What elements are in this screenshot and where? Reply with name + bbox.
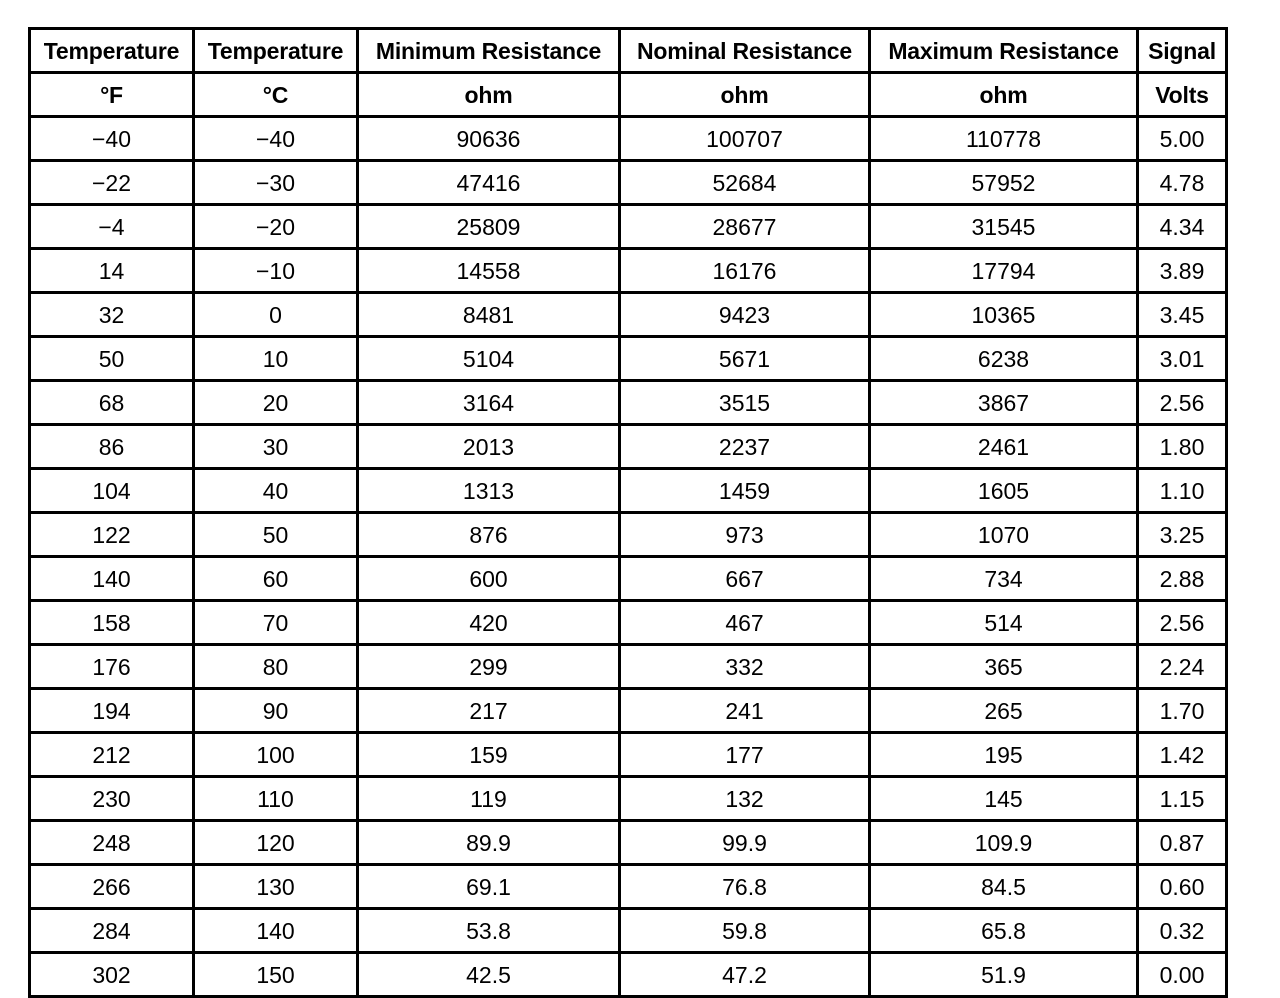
cell-temp-f: 14 [30,249,194,293]
units-row [30,73,1227,117]
table-row [30,513,1227,557]
table-row [30,645,1227,689]
cell-signal-volts: 3.25 [1138,513,1227,557]
cell-min-resistance: 14558 [358,249,620,293]
cell-temp-f: 266 [30,865,194,909]
cell-temp-f: 68 [30,381,194,425]
cell-signal-volts: 1.10 [1138,469,1227,513]
table-row [30,557,1227,601]
cell-temp-f: 302 [30,953,194,997]
cell-signal-volts: 0.32 [1138,909,1227,953]
cell-nominal-resistance: 16176 [620,249,870,293]
cell-signal-volts: 0.87 [1138,821,1227,865]
cell-temp-f: −40 [30,117,194,161]
header-nominal-resistance: Nominal Resistance [620,29,870,73]
cell-max-resistance: 84.5 [870,865,1138,909]
cell-max-resistance: 65.8 [870,909,1138,953]
cell-nominal-resistance: 5671 [620,337,870,381]
cell-temp-f: 104 [30,469,194,513]
cell-min-resistance: 25809 [358,205,620,249]
table-row [30,689,1227,733]
cell-temp-c: −10 [194,249,358,293]
cell-temp-f: 32 [30,293,194,337]
cell-min-resistance: 42.5 [358,953,620,997]
cell-max-resistance: 195 [870,733,1138,777]
cell-nominal-resistance: 76.8 [620,865,870,909]
unit-ohm-minimum: ohm [358,73,620,117]
cell-signal-volts: 0.60 [1138,865,1227,909]
cell-signal-volts: 3.45 [1138,293,1227,337]
cell-min-resistance: 119 [358,777,620,821]
cell-temp-c: −40 [194,117,358,161]
cell-max-resistance: 514 [870,601,1138,645]
table-row [30,601,1227,645]
header-temperature-c: Temperature [194,29,358,73]
cell-temp-c: 90 [194,689,358,733]
cell-temp-c: 80 [194,645,358,689]
cell-max-resistance: 1070 [870,513,1138,557]
table-row [30,733,1227,777]
cell-signal-volts: 3.89 [1138,249,1227,293]
cell-temp-f: 158 [30,601,194,645]
table-row [30,205,1227,249]
table-body [30,117,1227,997]
cell-min-resistance: 47416 [358,161,620,205]
cell-temp-c: 140 [194,909,358,953]
cell-max-resistance: 365 [870,645,1138,689]
cell-nominal-resistance: 2237 [620,425,870,469]
table-row [30,249,1227,293]
table-row [30,161,1227,205]
cell-nominal-resistance: 3515 [620,381,870,425]
table-row [30,865,1227,909]
cell-signal-volts: 2.24 [1138,645,1227,689]
unit-ohm-maximum: ohm [870,73,1138,117]
cell-max-resistance: 6238 [870,337,1138,381]
cell-temp-c: 50 [194,513,358,557]
cell-nominal-resistance: 667 [620,557,870,601]
cell-temp-f: 122 [30,513,194,557]
cell-signal-volts: 4.78 [1138,161,1227,205]
cell-temp-c: 120 [194,821,358,865]
cell-min-resistance: 89.9 [358,821,620,865]
cell-temp-c: 150 [194,953,358,997]
unit-fahrenheit: °F [30,73,194,117]
table-row [30,953,1227,997]
cell-temp-f: −4 [30,205,194,249]
cell-temp-c: 110 [194,777,358,821]
cell-max-resistance: 57952 [870,161,1138,205]
table-row [30,117,1227,161]
cell-temp-f: 176 [30,645,194,689]
cell-temp-c: 60 [194,557,358,601]
table-row [30,381,1227,425]
header-temperature-f: Temperature [30,29,194,73]
cell-nominal-resistance: 1459 [620,469,870,513]
cell-max-resistance: 109.9 [870,821,1138,865]
cell-signal-volts: 1.15 [1138,777,1227,821]
cell-nominal-resistance: 52684 [620,161,870,205]
cell-signal-volts: 1.70 [1138,689,1227,733]
unit-ohm-nominal: ohm [620,73,870,117]
cell-nominal-resistance: 47.2 [620,953,870,997]
cell-max-resistance: 1605 [870,469,1138,513]
table-row [30,337,1227,381]
cell-temp-f: 284 [30,909,194,953]
cell-min-resistance: 3164 [358,381,620,425]
cell-nominal-resistance: 973 [620,513,870,557]
table-row [30,821,1227,865]
cell-nominal-resistance: 177 [620,733,870,777]
header-signal: Signal [1138,29,1227,73]
cell-temp-f: 212 [30,733,194,777]
cell-min-resistance: 2013 [358,425,620,469]
cell-max-resistance: 17794 [870,249,1138,293]
cell-signal-volts: 2.56 [1138,381,1227,425]
cell-min-resistance: 217 [358,689,620,733]
cell-signal-volts: 4.34 [1138,205,1227,249]
cell-signal-volts: 5.00 [1138,117,1227,161]
sensor-resistance-table [28,27,1228,998]
cell-temp-c: 0 [194,293,358,337]
cell-temp-c: −30 [194,161,358,205]
cell-temp-c: −20 [194,205,358,249]
cell-min-resistance: 5104 [358,337,620,381]
cell-nominal-resistance: 467 [620,601,870,645]
cell-signal-volts: 1.80 [1138,425,1227,469]
unit-volts: Volts [1138,73,1227,117]
header-maximum-resistance: Maximum Resistance [870,29,1138,73]
cell-min-resistance: 1313 [358,469,620,513]
cell-nominal-resistance: 241 [620,689,870,733]
cell-nominal-resistance: 100707 [620,117,870,161]
cell-max-resistance: 51.9 [870,953,1138,997]
header-minimum-resistance: Minimum Resistance [358,29,620,73]
cell-nominal-resistance: 28677 [620,205,870,249]
cell-min-resistance: 420 [358,601,620,645]
header-row [30,29,1227,73]
cell-temp-c: 130 [194,865,358,909]
cell-temp-c: 100 [194,733,358,777]
cell-min-resistance: 53.8 [358,909,620,953]
cell-temp-c: 40 [194,469,358,513]
cell-max-resistance: 265 [870,689,1138,733]
cell-nominal-resistance: 9423 [620,293,870,337]
cell-temp-c: 10 [194,337,358,381]
cell-min-resistance: 299 [358,645,620,689]
cell-min-resistance: 876 [358,513,620,557]
cell-temp-f: 86 [30,425,194,469]
cell-max-resistance: 734 [870,557,1138,601]
cell-max-resistance: 3867 [870,381,1138,425]
cell-max-resistance: 145 [870,777,1138,821]
cell-signal-volts: 1.42 [1138,733,1227,777]
cell-min-resistance: 8481 [358,293,620,337]
table-row [30,909,1227,953]
cell-max-resistance: 110778 [870,117,1138,161]
unit-celsius: °C [194,73,358,117]
table-row [30,777,1227,821]
cell-signal-volts: 2.88 [1138,557,1227,601]
cell-min-resistance: 69.1 [358,865,620,909]
cell-nominal-resistance: 99.9 [620,821,870,865]
cell-min-resistance: 600 [358,557,620,601]
table-row [30,425,1227,469]
cell-max-resistance: 2461 [870,425,1138,469]
cell-temp-f: 230 [30,777,194,821]
cell-temp-c: 70 [194,601,358,645]
cell-max-resistance: 10365 [870,293,1138,337]
table-row [30,293,1227,337]
cell-temp-f: −22 [30,161,194,205]
cell-nominal-resistance: 332 [620,645,870,689]
cell-temp-f: 50 [30,337,194,381]
cell-temp-f: 140 [30,557,194,601]
cell-nominal-resistance: 59.8 [620,909,870,953]
cell-nominal-resistance: 132 [620,777,870,821]
sensor-resistance-table-container [28,27,1225,988]
cell-signal-volts: 0.00 [1138,953,1227,997]
cell-max-resistance: 31545 [870,205,1138,249]
cell-signal-volts: 3.01 [1138,337,1227,381]
table-row [30,469,1227,513]
cell-min-resistance: 159 [358,733,620,777]
cell-min-resistance: 90636 [358,117,620,161]
cell-temp-c: 30 [194,425,358,469]
cell-temp-c: 20 [194,381,358,425]
cell-temp-f: 248 [30,821,194,865]
cell-signal-volts: 2.56 [1138,601,1227,645]
cell-temp-f: 194 [30,689,194,733]
